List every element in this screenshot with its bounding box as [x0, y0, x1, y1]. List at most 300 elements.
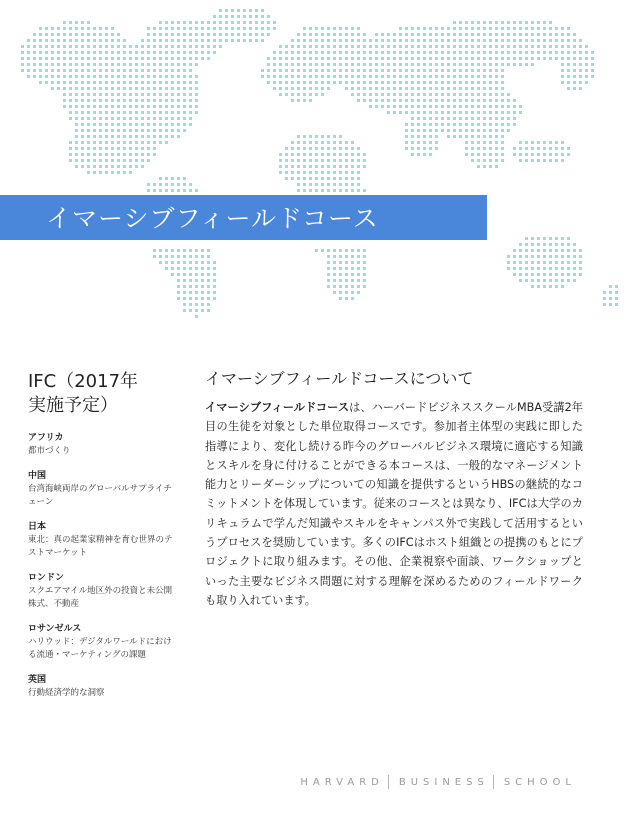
map-dot: [105, 141, 108, 144]
map-dot: [459, 69, 462, 72]
map-dot: [285, 171, 288, 174]
map-dot: [159, 39, 162, 42]
map-dot: [537, 249, 540, 252]
map-dot: [339, 33, 342, 36]
map-dot: [549, 237, 552, 240]
map-dot: [375, 93, 378, 96]
map-dot: [369, 63, 372, 66]
map-dot: [525, 21, 528, 24]
map-dot: [357, 99, 360, 102]
map-dot: [75, 129, 78, 132]
map-dot: [285, 75, 288, 78]
map-dot: [153, 57, 156, 60]
map-dot: [297, 141, 300, 144]
location-name: ロンドン: [28, 573, 65, 583]
map-dot: [153, 63, 156, 66]
map-dot: [201, 267, 204, 270]
map-dot: [345, 87, 348, 90]
map-dot: [165, 57, 168, 60]
map-dot: [189, 189, 192, 192]
map-dot: [177, 123, 180, 126]
map-dot: [525, 267, 528, 270]
map-dot: [519, 159, 522, 162]
map-dot: [291, 177, 294, 180]
map-dot: [213, 285, 216, 288]
map-dot: [195, 81, 198, 84]
map-dot: [105, 135, 108, 138]
location-item-los-angeles: [28, 623, 178, 662]
map-dot: [471, 147, 474, 150]
map-dot: [381, 69, 384, 72]
map-dot: [201, 297, 204, 300]
map-dot: [501, 153, 504, 156]
map-dot: [285, 93, 288, 96]
map-dot: [615, 285, 618, 288]
map-dot: [573, 279, 576, 282]
map-dot: [111, 69, 114, 72]
map-dot: [297, 99, 300, 102]
map-dot: [63, 99, 66, 102]
map-dot: [567, 261, 570, 264]
map-dot: [531, 273, 534, 276]
map-dot: [411, 111, 414, 114]
map-dot: [393, 105, 396, 108]
map-dot: [183, 45, 186, 48]
map-dot: [465, 147, 468, 150]
map-dot: [321, 33, 324, 36]
map-dot: [327, 27, 330, 30]
map-dot: [321, 147, 324, 150]
map-dot: [135, 99, 138, 102]
map-dot: [531, 237, 534, 240]
map-dot: [333, 39, 336, 42]
map-dot: [549, 27, 552, 30]
map-dot: [489, 141, 492, 144]
map-dot: [363, 273, 366, 276]
map-dot: [375, 87, 378, 90]
map-dot: [255, 15, 258, 18]
map-dot: [543, 27, 546, 30]
map-dot: [543, 255, 546, 258]
map-dot: [357, 51, 360, 54]
map-dot: [255, 27, 258, 30]
map-dot: [543, 147, 546, 150]
map-dot: [363, 255, 366, 258]
map-dot: [429, 123, 432, 126]
map-dot: [291, 63, 294, 66]
map-dot: [213, 15, 216, 18]
footer-word-school: SCHOOL: [503, 776, 576, 788]
map-dot: [363, 93, 366, 96]
map-dot: [327, 279, 330, 282]
map-dot: [45, 69, 48, 72]
map-dot: [69, 105, 72, 108]
map-dot: [519, 111, 522, 114]
map-dot: [507, 129, 510, 132]
map-dot: [111, 105, 114, 108]
map-dot: [33, 39, 36, 42]
map-dot: [117, 111, 120, 114]
map-dot: [579, 63, 582, 66]
map-dot: [117, 69, 120, 72]
map-dot: [411, 123, 414, 126]
map-dot: [195, 75, 198, 78]
map-dot: [69, 57, 72, 60]
map-dot: [477, 159, 480, 162]
map-dot: [381, 51, 384, 54]
map-dot: [63, 87, 66, 90]
map-dot: [177, 297, 180, 300]
map-dot: [495, 81, 498, 84]
map-dot: [441, 69, 444, 72]
map-dot: [465, 99, 468, 102]
map-dot: [33, 75, 36, 78]
map-dot: [231, 27, 234, 30]
map-dot: [495, 99, 498, 102]
map-dot: [213, 261, 216, 264]
map-dot: [33, 69, 36, 72]
map-dot: [327, 261, 330, 264]
map-dot: [531, 27, 534, 30]
map-dot: [135, 135, 138, 138]
map-dot: [123, 39, 126, 42]
map-dot: [507, 255, 510, 258]
map-dot: [465, 129, 468, 132]
map-dot: [375, 33, 378, 36]
map-dot: [561, 255, 564, 258]
map-dot: [351, 165, 354, 168]
map-dot: [489, 105, 492, 108]
map-dot: [333, 69, 336, 72]
map-dot: [567, 27, 570, 30]
map-dot: [417, 117, 420, 120]
map-dot: [471, 123, 474, 126]
map-dot: [369, 39, 372, 42]
map-dot: [57, 57, 60, 60]
map-dot: [141, 39, 144, 42]
map-dot: [489, 69, 492, 72]
map-dot: [423, 87, 426, 90]
map-dot: [429, 111, 432, 114]
map-dot: [177, 57, 180, 60]
map-dot: [93, 39, 96, 42]
map-dot: [267, 27, 270, 30]
map-dot: [465, 75, 468, 78]
map-dot: [171, 177, 174, 180]
map-dot: [111, 63, 114, 66]
map-dot: [429, 33, 432, 36]
map-dot: [195, 33, 198, 36]
map-dot: [141, 165, 144, 168]
map-dot: [93, 75, 96, 78]
map-dot: [441, 105, 444, 108]
map-dot: [507, 261, 510, 264]
map-dot: [177, 75, 180, 78]
map-dot: [231, 15, 234, 18]
map-dot: [561, 237, 564, 240]
map-dot: [561, 273, 564, 276]
map-dot: [321, 159, 324, 162]
map-dot: [567, 267, 570, 270]
map-dot: [555, 285, 558, 288]
map-dot: [147, 51, 150, 54]
map-dot: [261, 33, 264, 36]
map-dot: [501, 105, 504, 108]
map-dot: [375, 99, 378, 102]
map-dot: [183, 309, 186, 312]
map-dot: [459, 111, 462, 114]
map-dot: [159, 189, 162, 192]
map-dot: [495, 69, 498, 72]
map-dot: [435, 75, 438, 78]
map-dot: [423, 147, 426, 150]
map-dot: [195, 249, 198, 252]
map-dot: [351, 255, 354, 258]
map-dot: [171, 51, 174, 54]
map-dot: [501, 111, 504, 114]
map-dot: [111, 117, 114, 120]
map-dot: [477, 129, 480, 132]
map-dot: [117, 105, 120, 108]
map-dot: [375, 75, 378, 78]
map-dot: [339, 135, 342, 138]
map-dot: [105, 117, 108, 120]
map-dot: [87, 171, 90, 174]
map-dot: [201, 279, 204, 282]
map-dot: [279, 51, 282, 54]
map-dot: [195, 105, 198, 108]
map-dot: [27, 45, 30, 48]
map-dot: [93, 123, 96, 126]
map-dot: [543, 261, 546, 264]
map-dot: [189, 285, 192, 288]
map-dot: [57, 45, 60, 48]
map-dot: [81, 147, 84, 150]
map-dot: [459, 93, 462, 96]
map-dot: [507, 111, 510, 114]
map-dot: [291, 87, 294, 90]
map-dot: [483, 51, 486, 54]
map-dot: [561, 267, 564, 270]
map-dot: [303, 99, 306, 102]
map-dot: [585, 81, 588, 84]
map-dot: [177, 177, 180, 180]
map-dot: [411, 45, 414, 48]
map-dot: [483, 93, 486, 96]
map-dot: [447, 63, 450, 66]
map-dot: [501, 51, 504, 54]
map-dot: [129, 81, 132, 84]
map-dot: [105, 51, 108, 54]
map-dot: [285, 57, 288, 60]
map-dot: [333, 141, 336, 144]
map-dot: [141, 123, 144, 126]
world-map-dots: [0, 0, 638, 330]
map-dot: [513, 57, 516, 60]
map-dot: [399, 39, 402, 42]
map-dot: [381, 81, 384, 84]
map-dot: [543, 57, 546, 60]
map-dot: [63, 45, 66, 48]
map-dot: [405, 51, 408, 54]
map-dot: [345, 279, 348, 282]
map-dot: [513, 45, 516, 48]
map-dot: [153, 141, 156, 144]
map-dot: [537, 267, 540, 270]
map-dot: [177, 93, 180, 96]
map-dot: [297, 75, 300, 78]
map-dot: [81, 105, 84, 108]
map-dot: [243, 33, 246, 36]
map-dot: [123, 99, 126, 102]
map-dot: [345, 291, 348, 294]
map-dot: [351, 63, 354, 66]
map-dot: [303, 75, 306, 78]
map-dot: [381, 99, 384, 102]
map-dot: [357, 33, 360, 36]
map-dot: [549, 45, 552, 48]
map-dot: [39, 45, 42, 48]
map-dot: [147, 75, 150, 78]
map-dot: [117, 171, 120, 174]
map-dot: [459, 57, 462, 60]
map-dot: [183, 75, 186, 78]
map-dot: [159, 135, 162, 138]
map-dot: [543, 267, 546, 270]
map-dot: [417, 135, 420, 138]
map-dot: [237, 33, 240, 36]
map-dot: [303, 57, 306, 60]
map-dot: [393, 57, 396, 60]
map-dot: [93, 117, 96, 120]
map-dot: [213, 297, 216, 300]
map-dot: [177, 21, 180, 24]
map-dot: [147, 33, 150, 36]
map-dot: [477, 33, 480, 36]
map-dot: [21, 69, 24, 72]
map-dot: [165, 135, 168, 138]
map-dot: [111, 81, 114, 84]
map-dot: [453, 111, 456, 114]
map-dot: [291, 159, 294, 162]
map-dot: [357, 45, 360, 48]
map-dot: [309, 93, 312, 96]
map-dot: [129, 147, 132, 150]
map-dot: [339, 63, 342, 66]
map-dot: [279, 93, 282, 96]
map-dot: [99, 147, 102, 150]
map-dot: [357, 87, 360, 90]
map-dot: [315, 81, 318, 84]
map-dot: [297, 81, 300, 84]
map-dot: [333, 33, 336, 36]
map-dot: [543, 273, 546, 276]
map-dot: [39, 81, 42, 84]
map-dot: [339, 81, 342, 84]
map-dot: [405, 105, 408, 108]
map-dot: [321, 87, 324, 90]
map-dot: [369, 51, 372, 54]
map-dot: [219, 15, 222, 18]
map-dot: [69, 75, 72, 78]
map-dot: [477, 39, 480, 42]
map-dot: [195, 99, 198, 102]
map-dot: [441, 81, 444, 84]
map-dot: [231, 39, 234, 42]
map-dot: [75, 57, 78, 60]
map-dot: [537, 27, 540, 30]
map-dot: [447, 105, 450, 108]
map-dot: [429, 63, 432, 66]
map-dot: [411, 57, 414, 60]
map-dot: [489, 165, 492, 168]
map-dot: [423, 111, 426, 114]
map-dot: [495, 63, 498, 66]
map-dot: [531, 141, 534, 144]
map-dot: [357, 75, 360, 78]
map-dot: [135, 45, 138, 48]
map-dot: [507, 45, 510, 48]
map-dot: [501, 123, 504, 126]
map-dot: [129, 117, 132, 120]
map-dot: [495, 135, 498, 138]
map-dot: [327, 273, 330, 276]
map-dot: [501, 141, 504, 144]
map-dot: [111, 159, 114, 162]
map-dot: [117, 123, 120, 126]
map-dot: [561, 69, 564, 72]
map-dot: [591, 69, 594, 72]
map-dot: [105, 87, 108, 90]
map-dot: [171, 123, 174, 126]
map-dot: [405, 39, 408, 42]
map-dot: [501, 39, 504, 42]
map-dot: [141, 159, 144, 162]
map-dot: [411, 81, 414, 84]
map-dot: [87, 117, 90, 120]
map-dot: [567, 63, 570, 66]
map-dot: [357, 165, 360, 168]
map-dot: [411, 33, 414, 36]
map-dot: [147, 87, 150, 90]
map-dot: [177, 51, 180, 54]
map-dot: [93, 111, 96, 114]
map-dot: [411, 147, 414, 150]
map-dot: [351, 45, 354, 48]
map-dot: [465, 153, 468, 156]
map-dot: [105, 147, 108, 150]
map-dot: [351, 147, 354, 150]
map-dot: [63, 105, 66, 108]
map-dot: [519, 39, 522, 42]
map-dot: [531, 159, 534, 162]
map-dot: [363, 75, 366, 78]
map-dot: [489, 147, 492, 150]
map-dot: [357, 189, 360, 192]
map-dot: [477, 51, 480, 54]
map-dot: [171, 261, 174, 264]
map-dot: [387, 81, 390, 84]
map-dot: [243, 9, 246, 12]
map-dot: [501, 45, 504, 48]
map-dot: [561, 279, 564, 282]
map-dot: [159, 123, 162, 126]
map-dot: [351, 57, 354, 60]
map-dot: [501, 87, 504, 90]
map-dot: [141, 129, 144, 132]
map-dot: [171, 99, 174, 102]
map-dot: [519, 105, 522, 108]
